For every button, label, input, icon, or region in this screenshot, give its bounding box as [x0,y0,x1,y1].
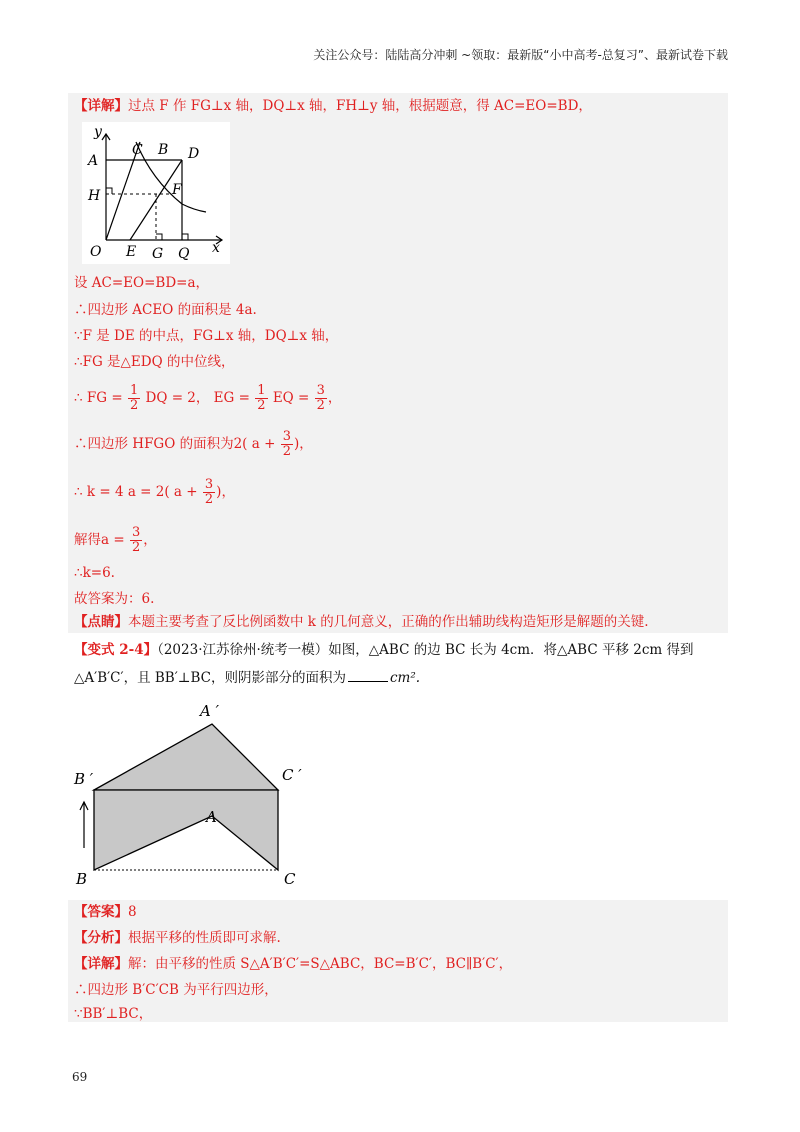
fig1-label-G: G [152,246,164,262]
sol1-line-9: ∴k=6. [74,565,115,581]
fig1-label-H: H [88,188,101,204]
fig1-label-F: F [172,182,182,198]
fig2-label-Cp: C ′ [282,766,302,784]
fig1-label-A: A [88,153,99,169]
detail-label: 【详解】 [74,98,128,114]
detail-text: 过点 F 作 FG⊥x 轴，DQ⊥x 轴，FH⊥y 轴，根据题意，得 AC=EO=BD， [128,98,592,114]
answer-value: 8 [128,904,137,920]
fig1-label-Q: Q [178,246,190,262]
analysis-line [74,928,281,948]
answer-blank [348,681,388,682]
fig1-label-B: B [158,142,169,158]
l5b: DQ = 2， EG = [145,390,250,406]
fraction-three-halves-4: $\frac{3}{2}$ [131,525,141,555]
detail2-label: 【详解】 [74,956,128,972]
fig1-label-y: y [94,124,102,140]
sol1-line-1: 设 AC=EO=BD=a， [74,275,210,291]
analysis-text: 根据平移的性质即可求解. [128,930,281,946]
l6a: ∴四边形 HFGO 的面积为2 [74,436,243,452]
sol1-line-2: ∴四边形 ACEO 的面积是 4a. [74,302,257,318]
detail2-line [74,954,512,974]
translation-figure [70,698,320,890]
l7a: ∴ k = 4 a = 2 [74,484,165,500]
l7c: )， [216,484,235,500]
fig2-label-A: A [206,808,217,826]
coordinate-figure [82,122,230,264]
comment-line [74,612,649,632]
question-label: 【变式 2-4】 [74,642,158,658]
sol1-line-10: 故答案为：6. [74,591,155,607]
analysis-label: 【分析】 [74,930,128,946]
fig1-label-x: x [212,240,220,256]
question-line-1 [74,640,694,660]
sol1-line-8 [74,526,157,555]
comment-label: 【点睛】 [74,614,128,630]
sol1-line-7 [74,478,235,507]
page-number: 69 [72,1070,88,1084]
sol2-line-3: ∵BB′⊥BC， [74,1006,153,1022]
fig2-label-B: B [76,870,88,888]
fig1-label-O: O [90,244,102,260]
answer-label: 【答案】 [74,904,128,920]
sol2-line-2: ∴四边形 B′C′CB 为平行四边形， [74,982,278,998]
fig1-label-E: E [126,244,137,260]
l8b: ， [143,532,157,548]
fraction-half-2: $\frac{1}{2}$ [257,383,266,413]
l5c: EQ = [272,390,310,406]
page-header: 关注公众号：陆陆高分冲刺 ~领取：最新版“小中高考-总复习”、最新试卷下载 [313,48,728,62]
sol1-line-3: ∵F 是 DE 的中点，FG⊥x 轴，DQ⊥x 轴， [74,328,339,344]
fraction-three-halves-2: $\frac{3}{2}$ [282,429,291,459]
fraction-half-1: $\frac{1}{2}$ [129,383,139,413]
fig2-label-C: C [284,870,296,888]
fig2-label-Ap: A ′ [200,702,220,720]
detail2-text: 解：由平移的性质 S△A′B′C′=S△ABC，BC=B′C′，BC∥B′C′， [128,956,513,972]
sol1-line-5 [74,384,341,413]
fraction-three-halves-1: $\frac{3}{2}$ [316,383,325,413]
l6c: )， [293,436,313,452]
fig2-label-Bp: B ′ [74,770,94,788]
fig1-label-C: C [132,142,143,158]
question-text-2a: △A′B′C′，且 BB′⊥BC，则阴影部分的面积为 [74,670,346,686]
question-line-2 [74,668,420,688]
l8a: 解得a = [74,532,125,548]
detail-line [74,96,592,116]
fig1-label-D: D [188,146,200,162]
question-text-1: （2023·江苏徐州·统考一模）如图，△ABC 的边 BC 长为 4cm．将△ABC 平移 2cm 得到 [157,642,694,658]
l6b: ( a + [242,436,276,452]
question-text-2b: cm². [389,670,421,686]
l5d: ， [327,390,342,406]
fraction-three-halves-3: $\frac{3}{2}$ [204,477,214,507]
comment-text: 本题主要考查了反比例函数中 k 的几何意义，正确的作出辅助线构造矩形是解题的关键. [128,614,649,630]
sol1-line-4: ∴FG 是△EDQ 的中位线， [74,354,235,370]
sol1-line-6 [74,430,313,459]
answer-line [74,902,137,922]
l7b: ( a + [164,484,198,500]
l5a: ∴ FG = [74,390,123,406]
